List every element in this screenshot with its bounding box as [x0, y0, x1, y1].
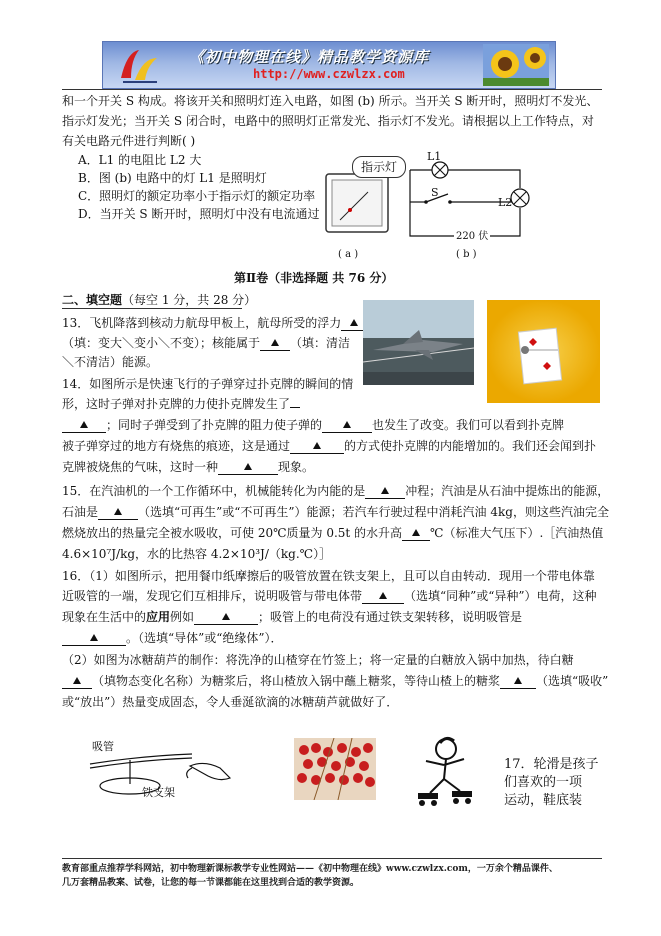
- blank-marker-icon: [381, 487, 389, 494]
- q13-line-3: ＼不清洁）能源。: [62, 355, 159, 369]
- q16-text-3b: 应用: [146, 610, 171, 624]
- q15-line-4: 4.6×10⁷J/kg，水的比热容 4.2×10³J/（kg.℃）］: [62, 547, 332, 561]
- q16-text-2b: （选填“同种”或“异种”）电荷，这种: [404, 589, 597, 603]
- q14-line-4: [62, 439, 596, 454]
- q16-text-4: 。（选填“导体”或“绝缘体”）．: [126, 631, 283, 645]
- q15-text-3a: 燃烧放出的热量完全被水吸收，可使 20℃质量为 0.5t 的水升高: [62, 526, 403, 540]
- q14-blank-1a[interactable]: [290, 407, 300, 408]
- blank-marker-icon: [244, 463, 252, 470]
- figure-b-caption: ( b ): [456, 249, 477, 260]
- figure-a-caption: ( a ): [338, 249, 359, 260]
- option-c: C．照明灯的额定功率小于指示灯的额定功率: [78, 189, 316, 203]
- q16-p2-text-2a: （填物态变化名称）为糖浆后，将山楂放入锅中蘸上糖浆，等待山楂上的糖浆: [92, 674, 501, 688]
- q13-text-2b: （填：清洁: [290, 336, 351, 350]
- indicator-callout: [352, 156, 406, 178]
- q16-text-3a: 现象在生活中的: [62, 610, 147, 624]
- blank-marker-icon: [73, 677, 81, 684]
- q14-text-4b: 的方式使扑克牌的内能增加的。我们还会闻到扑: [344, 439, 597, 453]
- q15-line-3: [62, 526, 603, 541]
- q15-text-1b: 冲程；汽油是从石油中提炼出的能源，: [405, 484, 610, 498]
- circuit-label-s: S: [431, 186, 439, 199]
- q15-blank-3[interactable]: [402, 526, 430, 541]
- q16-blank-2[interactable]: [194, 610, 258, 625]
- q14-line-5: [62, 460, 314, 475]
- footer-line-2: 几万套精品教案、试卷，让您的每一节课都能在这里找到合适的教学资源。: [62, 878, 360, 888]
- option-d: D．当开关 S 断开时，照明灯中没有电流通过: [78, 207, 320, 221]
- q14-text-3a: ；同时子弹受到了扑克牌的阻力使子弹的: [106, 418, 323, 432]
- q15-text-2b: （选填“可再生”或“不可再生”）能源；若汽车行驶过程中消耗汽油 4kg，则这些汽油完全: [138, 505, 609, 519]
- blank-marker-icon: [90, 634, 98, 641]
- q15-line-1: [62, 484, 609, 499]
- intro-line-1: 和一个开关 S 构成。将该开关和照明灯连入电路，如图 (b) 所示。当开关 S 断开时，照明灯不发光、: [62, 94, 599, 108]
- q16-blank-5[interactable]: [500, 674, 536, 689]
- q14-blank-4[interactable]: [218, 460, 278, 475]
- circuit-label-l1: L1: [427, 150, 442, 163]
- blank-marker-icon: [412, 529, 420, 536]
- skater-figure: [400, 733, 492, 813]
- blank-marker-icon: [343, 421, 351, 428]
- q16-p2-line-2: [62, 674, 608, 689]
- blank-marker-icon: [222, 613, 230, 620]
- q16-line-4: [62, 631, 283, 646]
- q15-line-2: [62, 505, 609, 520]
- q15-text-2a: 石油是: [62, 505, 99, 519]
- q17-line-1: 17．轮滑是孩子: [504, 757, 599, 772]
- part-2-heading: [62, 293, 256, 307]
- q15-text-3b: ℃（标准大气压下）.［汽油热值: [430, 526, 604, 540]
- q13-line-2: [62, 336, 350, 351]
- q16-line-1: 16．（1）如图所示，把用餐巾纸摩擦后的吸管放置在铁支架上，且可以自由转动．现用一个带电体靠: [62, 569, 595, 583]
- q13-blank-2[interactable]: [260, 336, 290, 351]
- q16-text-2a: 近吸管的一端，发现它们互相排斥，说明吸管与带电体带: [62, 589, 363, 603]
- intro-line-2: 指示灯发光；当开关 S 闭合时，电路中的照明灯正常发光、指示灯不发光。请根据以上工作特点，对: [62, 114, 594, 128]
- indicator-label: 指示灯: [360, 160, 397, 174]
- q16-blank-1[interactable]: [362, 589, 404, 604]
- q13-line-1: [62, 316, 367, 331]
- q14-blank-1[interactable]: [62, 418, 106, 433]
- blank-marker-icon: [514, 677, 522, 684]
- q14-line-2: [62, 397, 300, 411]
- site-logo-icon: [117, 46, 161, 84]
- q14-blank-3[interactable]: [290, 439, 344, 454]
- q13-text-2a: （填：变大＼变小＼不变）；核能属于: [62, 336, 261, 350]
- blank-marker-icon: [379, 592, 387, 599]
- q15-blank-2[interactable]: [98, 505, 138, 520]
- candied-haws-photo: [294, 738, 376, 800]
- blank-marker-icon: [350, 319, 358, 326]
- q14-blank-2[interactable]: [322, 418, 372, 433]
- q16-blank-4[interactable]: [62, 674, 92, 689]
- q16-p2-text-2b: （选填“吸收”: [536, 674, 609, 688]
- blank-marker-icon: [114, 508, 122, 515]
- q16-line-2: [62, 589, 597, 604]
- blank-marker-icon: [313, 442, 321, 449]
- q14-text-3b: 也发生了改变。我们可以看到扑克牌: [372, 418, 565, 432]
- q16-text-3c: 例如: [170, 610, 195, 624]
- footer-rule: [62, 858, 602, 859]
- q14-text-5a: 克牌被烧焦的气味，这时一种: [62, 460, 219, 474]
- intro-line-3: 有关电路元件进行判断( ): [62, 134, 196, 148]
- option-b: B．图 (b) 电路中的灯 L1 是照明灯: [78, 171, 267, 185]
- sunflower-icon: [483, 44, 549, 86]
- part-2-rule: [62, 308, 242, 309]
- circuit-voltage: 220 伏: [456, 231, 489, 242]
- footer-line-1: 教育部重点推荐学科网站，初中物理新课标教学专业性网站——《初中物理在线》www.czwlzx.com，一万余个精品课件、: [62, 864, 558, 874]
- q16-blank-3[interactable]: [62, 631, 126, 646]
- q13-text-1: 13．飞机降落到核动力航母甲板上，航母所受的浮力: [62, 316, 342, 330]
- q15-blank-1[interactable]: [365, 484, 405, 499]
- q16-line-3: [62, 610, 522, 625]
- blank-marker-icon: [271, 339, 279, 346]
- q14-text-2: 形，这时子弹对扑克牌的力使扑克牌发生了: [62, 397, 291, 411]
- blank-marker-icon: [80, 421, 88, 428]
- straw-label: 吸管: [92, 740, 114, 753]
- q14-line-1: 14．如图所示是快速飞行的子弹穿过扑克牌的瞬间的情: [62, 377, 354, 391]
- q17-line-3: 运动，鞋底装: [504, 793, 583, 808]
- jet-carrier-photo: [363, 300, 474, 385]
- q16-text-3d: ；吸管上的电荷没有通过铁支架转移，说明吸管是: [258, 610, 523, 624]
- q14-text-5b: 现象。: [278, 460, 315, 474]
- bullet-card-photo: [487, 300, 600, 403]
- q14-text-4a: 被子弹穿过的地方有烧焦的痕迹，这是通过: [62, 439, 291, 453]
- q16-p2-line-3: 或“放出”）热量变成固态，令人垂涎欲滴的冰糖葫芦就做好了．: [62, 695, 399, 709]
- banner-title: 《初中物理在线》精品教学资源库: [189, 48, 430, 66]
- part-2-note: （每空 1 分，共 28 分）: [122, 293, 257, 307]
- banner-url[interactable]: http://www.czwlzx.com: [253, 67, 405, 81]
- circuit-label-l2: L2: [498, 196, 513, 209]
- header-rule: [62, 89, 602, 90]
- section-2-title: 第Ⅱ卷（非选择题 共 76 分）: [234, 271, 394, 285]
- q15-text-1a: 15．在汽油机的一个工作循环中，机械能转化为内能的是: [62, 484, 366, 498]
- q16-p2-line-1: （2）如图为冰糖葫芦的制作：将洗净的山楂穿在竹签上；将一定量的白糖放入锅中加热，待白糖: [62, 653, 574, 667]
- header-banner: [102, 41, 556, 89]
- q17-line-2: 们喜欢的一项: [504, 775, 583, 790]
- stand-label: 铁支架: [142, 786, 175, 799]
- option-a: A．L1 的电阻比 L2 大: [78, 153, 202, 167]
- q14-line-3: [62, 418, 564, 433]
- part-2-title: 二、填空题: [62, 293, 123, 307]
